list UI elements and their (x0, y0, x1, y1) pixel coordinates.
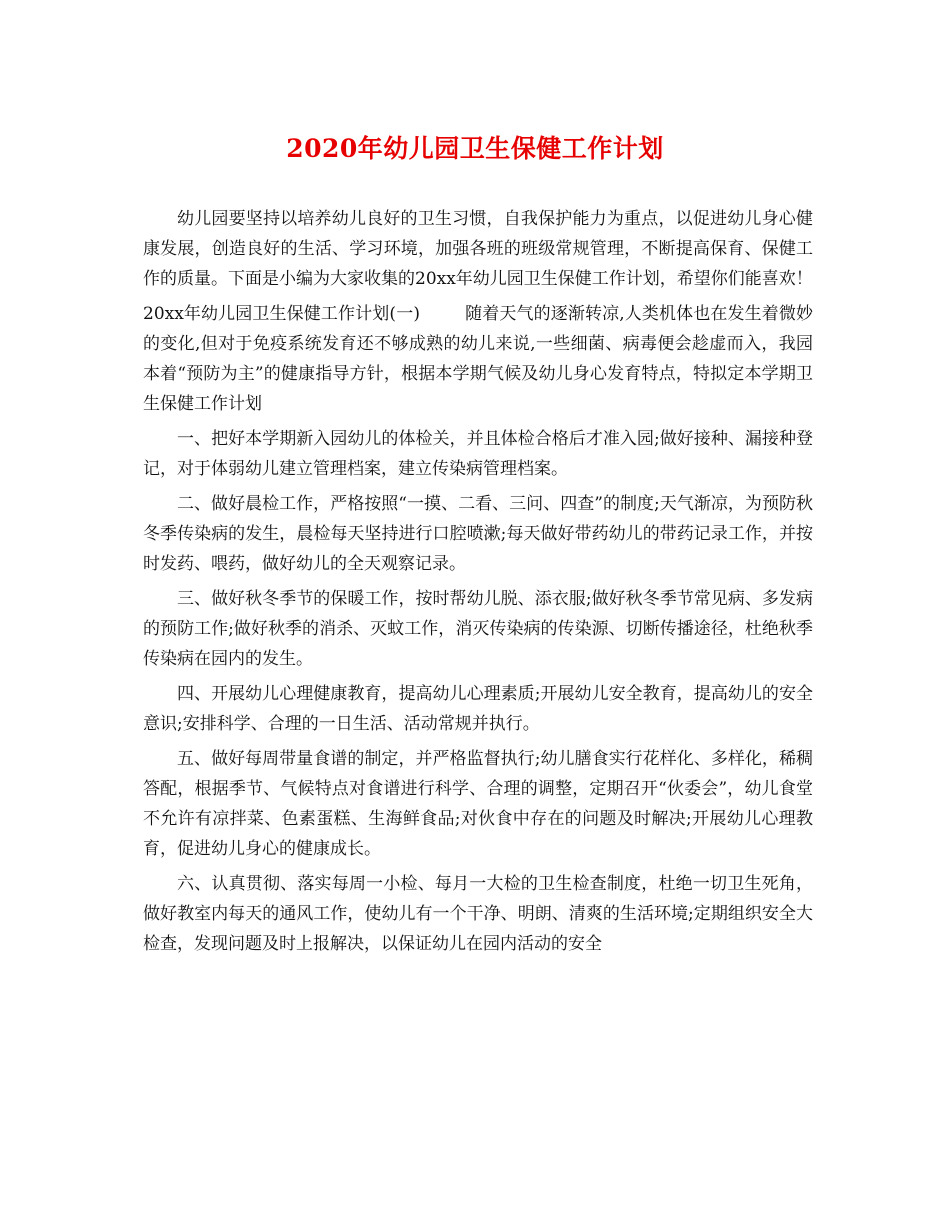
document-title: 2020年幼儿园卫生保健工作计划 (286, 134, 664, 163)
document-body (143, 204, 813, 964)
plan-item-5: 五、做好每周带量食谱的制定，并严格监督执行;幼儿膳食实行花样化、多样化，稀稠答配，根据季节、气候特点对食谱进行科学、合理的调整，定期召开“伙委会”，幼儿食堂不允许有凉拌菜、色素蛋糕、生海鲜食品;对伙食中存在的问题及时解决;开展幼儿心理教育，促进幼儿身心的健康成长。 (143, 749, 813, 859)
section-paragraph (143, 299, 813, 419)
plan-item-4: 四、开展幼儿心理健康教育，提高幼儿心理素质;开展幼儿安全教育，提高幼儿的安全意识;安排科学、合理的一日生活、活动常规并执行。 (143, 684, 813, 734)
plan-item-6: 六、认真贯彻、落实每周一小检、每月一大检的卫生检查制度，杜绝一切卫生死角，做好教室内每天的通风工作，使幼儿有一个干净、明朗、清爽的生活环境;定期组织安全大检查，发现问题及时上报解决，以保证幼儿在园内活动的安全 (143, 874, 813, 954)
section-intro: 随着天气的逐渐转凉,人类机体也在发生着微妙的变化,但对于免疫系统发育还不够成熟的幼儿来说,一些细菌、病毒便会趁虚而入，我园本着“预防为主”的健康指导方针，根据本学期气候及幼儿身心发育特点，特拟定本学期卫生保健工作计划 (143, 304, 813, 414)
intro-paragraph: 幼儿园要坚持以培养幼儿良好的卫生习惯，自我保护能力为重点，以促进幼儿身心健康发展，创造良好的生活、学习环境，加强各班的班级常规管理，不断提高保育、保健工作的质量。下面是小编为大家收集的20xx年幼儿园卫生保健工作计划，希望你们能喜欢！ (143, 209, 813, 289)
plan-item-1: 一、把好本学期新入园幼儿的体检关，并且体检合格后才准入园;做好接种、漏接种登记，对于体弱幼儿建立管理档案，建立传染病管理档案。 (143, 429, 813, 479)
section-heading: 20xx年幼儿园卫生保健工作计划(一) (143, 304, 420, 324)
plan-item-2: 二、做好晨检工作，严格按照“一摸、二看、三问、四查”的制度;天气渐凉，为预防秋冬季传染病的发生，晨检每天坚持进行口腔喷漱;每天做好带药幼儿的带药记录工作，并按时发药、喂药，做好幼儿的全天观察记录。 (143, 494, 813, 574)
plan-item-3: 三、做好秋冬季节的保暖工作，按时帮幼儿脱、添衣服;做好秋冬季节常见病、多发病的预防工作;做好秋季的消杀、灭蚊工作，消灭传染病的传染源、切断传播途径，杜绝秋季传染病在园内的发生。 (143, 589, 813, 669)
